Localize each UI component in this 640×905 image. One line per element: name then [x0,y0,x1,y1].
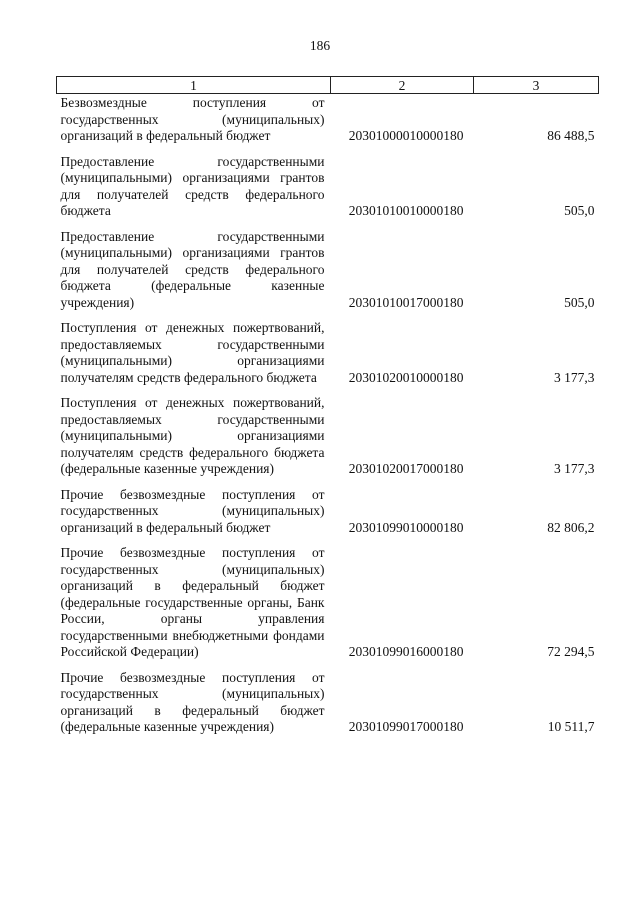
table-row [57,545,599,670]
row-name: Поступления от денежных пожертвований, предоставляемых государственными (муниципальными) организациями получателям средств федерального бюджета (федеральные казенные учреждения) [60,395,325,476]
row-name: Прочие безвозмездные поступления от государственных (муниципальных) организаций в федеральный бюджет (федеральные государственные органы, Банк России, органы управления государственными внебюджетными фондами Российской Федерации) [60,545,325,659]
table-row [57,487,599,546]
page-number: 186 [309,38,331,53]
row-code: 20301099016000180 [348,644,464,659]
row-code: 20301020017000180 [348,461,464,476]
row-code: 20301010017000180 [348,294,464,310]
table-row [57,94,599,154]
row-name: Безвозмездные поступления от государственных (муниципальных) организаций в федеральный бюджет [60,95,325,143]
table-row [57,229,599,321]
column-header-1: 1 [57,77,331,94]
row-amount: 86 488,5 [547,128,595,143]
table-row [57,154,599,229]
row-name: Поступления от денежных пожертвований, предоставляемых государственными (муниципальными) организациями получателям средств федерального бюджета [60,320,325,385]
row-code: 20301099017000180 [348,719,464,734]
row-amount: 3 177,3 [554,461,595,476]
column-header-3: 3 [474,77,599,94]
table-row [57,670,599,745]
row-name: Предоставление государственными (муниципальными) организациями грантов для получателей средств федерального бюджета (федеральные казенные учреждения) [60,228,325,310]
row-name: Прочие безвозмездные поступления от государственных (муниципальных) организаций в федеральный бюджет (федеральные казенные учреждения) [60,669,325,734]
row-amount: 82 806,2 [547,519,595,535]
row-code: 20301010010000180 [348,203,464,218]
row-amount: 505,0 [564,203,595,218]
table-row [57,320,599,395]
table-header-row [57,77,599,94]
column-header-2: 2 [331,77,474,94]
row-amount: 72 294,5 [547,644,595,659]
budget-table [56,76,599,745]
row-amount: 505,0 [564,294,595,310]
row-name: Прочие безвозмездные поступления от государственных (муниципальных) организаций в федеральный бюджет [60,486,325,535]
row-name: Предоставление государственными (муниципальными) организациями грантов для получателей средств федерального бюджета [60,153,325,218]
row-amount: 3 177,3 [554,369,595,385]
row-code: 20301000010000180 [348,128,464,143]
row-code: 20301099010000180 [348,519,464,535]
table-row [57,395,599,487]
row-code: 20301020010000180 [348,369,464,385]
row-amount: 10 511,7 [547,719,595,734]
